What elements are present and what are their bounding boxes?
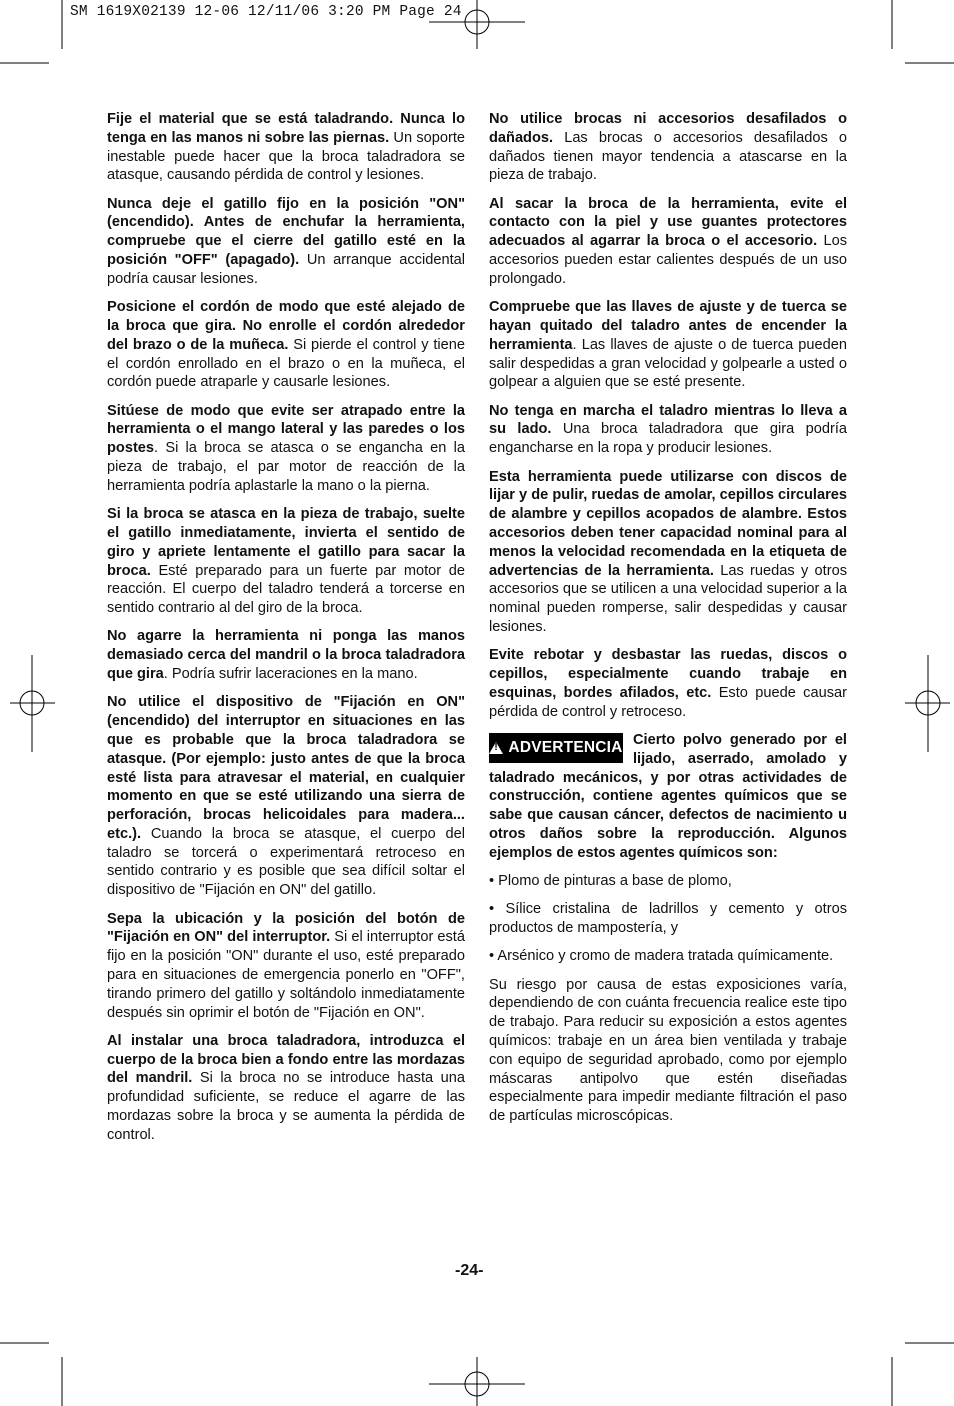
left-column (107, 110, 465, 1154)
safety-paragraph: No agarre la herramienta ni ponga las manos demasiado cerca del mandril o la broca taladradora que gira. Podría sufrir laceraciones en la mano. (107, 628, 465, 683)
safety-paragraph: Evite rebotar y desbastar las ruedas, discos o cepillos, especialmente cuando trabaje en esquinas, bordes afilados, etc. Esto puede causar pérdida de control y retroceso. (489, 647, 847, 720)
safety-paragraph: Al sacar la broca de la herramienta, evite el contacto con la piel y use guantes protectores adecuados al agarrar la broca o el accesorio. Los accesorios pueden estar calientes después de un uso prolongado. (489, 195, 847, 287)
warning-triangle-icon (489, 742, 503, 754)
safety-paragraph: Compruebe que las llaves de ajuste y de tuerca se hayan quitado del taladro antes de encender la herramienta. Las llaves de ajuste o de tuerca pueden salir despedidas a gran velocidad y golpearle a usted o golpear a alguien que se esté presente. (489, 299, 847, 391)
safety-paragraph: No utilice el dispositivo de "Fijación en ON" (encendido) del interruptor en situaciones en las que es probable que la broca taladradora se atasque. (Por ejemplo: justo antes de que la broca esté lista para atravesar el material, en cualquier momento en que se esté utilizando una sierra de perforación, brocas helicoidales para madera... etc.). Cuando la broca se atasque, el cuerpo del taladro se torcerá o experimentará retroceso en sentido contrario y es posible que sea difícil soltar el dispositivo de "Fijación en ON" del gatillo. (107, 694, 465, 899)
warning-paragraph (489, 731, 847, 863)
print-slug: SM 1619X02139 12-06 12/11/06 3:20 PM Page 24 (70, 4, 462, 20)
safety-paragraph: Sepa la ubicación y la posición del botón de "Fijación en ON" del interruptor. Si el interruptor está fijo en la posición "ON" durante el uso, esté preparado para en situaciones de emergencia ponerlo en "OFF", tirando primero del gatillo y soltándolo inmediatamente después sin oprimir el botón de "Fijación en ON". (107, 910, 465, 1021)
list-item: • Plomo de pinturas a base de plomo, (489, 872, 732, 889)
warning-block (489, 731, 847, 872)
warning-label: ADVERTENCIA (508, 738, 623, 756)
warning-badge (489, 733, 623, 763)
right-column (489, 110, 847, 1136)
list-item: • Arsénico y cromo de madera tratada químicamente. (489, 948, 834, 965)
safety-paragraph: Fije el material que se está taladrando. Nunca lo tenga en las manos ni sobre las piernas. Un soporte inestable puede hacer que la broca taladradora se atasque, causando pérdida de control y lesiones. (107, 111, 466, 184)
safety-paragraph: Sitúese de modo que evite ser atrapado entre la herramienta o el mango lateral y las paredes o los postes. Si la broca se atasca o se engancha en la pieza de trabajo, el par motor de reacción de la herramienta podría aplastarle la mano o la pierna. (107, 402, 465, 494)
safety-paragraph: No utilice brocas ni accesorios desafilados o dañados. Las brocas o accesorios desafilados o dañados tienen mayor tendencia a atascarse en la pieza de trabajo. (489, 111, 847, 184)
safety-paragraph: Posicione el cordón de modo que esté alejado de la broca que gira. No enrolle el cordón alrededor del brazo o de la muñeca. Si pierde el control y tiene el cordón enrollado en el brazo o en la muñeca, el cordón puede atraparle y causarle lesiones. (107, 299, 466, 391)
safety-paragraph: Esta herramienta puede utilizarse con discos de lijar y de pulir, ruedas de amolar, cepillos circulares de alambre y cepillos acopados de alambre. Estos accesorios deben tener capacidad nominal para al menos la velocidad recomendada en la etiqueta de advertencias de la herramienta. Las ruedas y otros accesorios que se utilicen a una velocidad superior a la nominal pueden romperse, salir despedidas y causar lesiones. (489, 468, 847, 635)
list-item: • Sílice cristalina de ladrillos y cemento y otros productos de mampostería, y (489, 901, 847, 937)
safety-paragraph: Nunca deje el gatillo fijo en la posición "ON" (encendido). Antes de enchufar la herramienta, compruebe que el cierre del gatillo esté en la posición "OFF" (apagado). Un arranque accidental podría causar lesiones. (107, 195, 465, 287)
warning-text: Cierto polvo generado por el lijado, aserrado, amolado y taladrado mecánicos, y por otras actividades de construcción, contiene agentes químicos que se sabe que causan cáncer, defectos de nacimiento u otros daños sobre la reproducción. Algunos ejemplos de estos agentes químicos son: (489, 731, 847, 861)
safety-paragraph: Al instalar una broca taladradora, introduzca el cuerpo de la broca bien a fondo entre las mordazas del mandril. Si la broca no se introduce hasta una profundidad suficiente, se reduce el agarre de las mordazas sobre la broca y se aumenta la pérdida de control. (107, 1032, 465, 1143)
safety-paragraph: No tenga en marcha el taladro mientras lo lleva a su lado. Una broca taladradora que gira podría engancharse en la ropa y producir lesiones. (489, 402, 847, 457)
closing-paragraph: Su riesgo por causa de estas exposiciones varía, dependiendo de con cuánta frecuencia realice este tipo de trabajo. Para reducir su exposición a estos agentes químicos: trabaje en un área bien ventilada y trabaje con equipo de seguridad aprobado, como por ejemplo máscaras antipolvo que estén diseñadas especialmente para impedir mediante filtración el paso de partículas microscópicas. (489, 976, 847, 1125)
page-number: -24- (455, 1262, 484, 1279)
safety-paragraph: Si la broca se atasca en la pieza de trabajo, suelte el gatillo inmediatamente, invierta el sentido de giro y apriete lentamente el gatillo para sacar la broca. Esté preparado para un fuerte par motor de reacción. El cuerpo del taladro tenderá a torcerse en sentido contrario al del giro de la broca. (107, 506, 465, 617)
